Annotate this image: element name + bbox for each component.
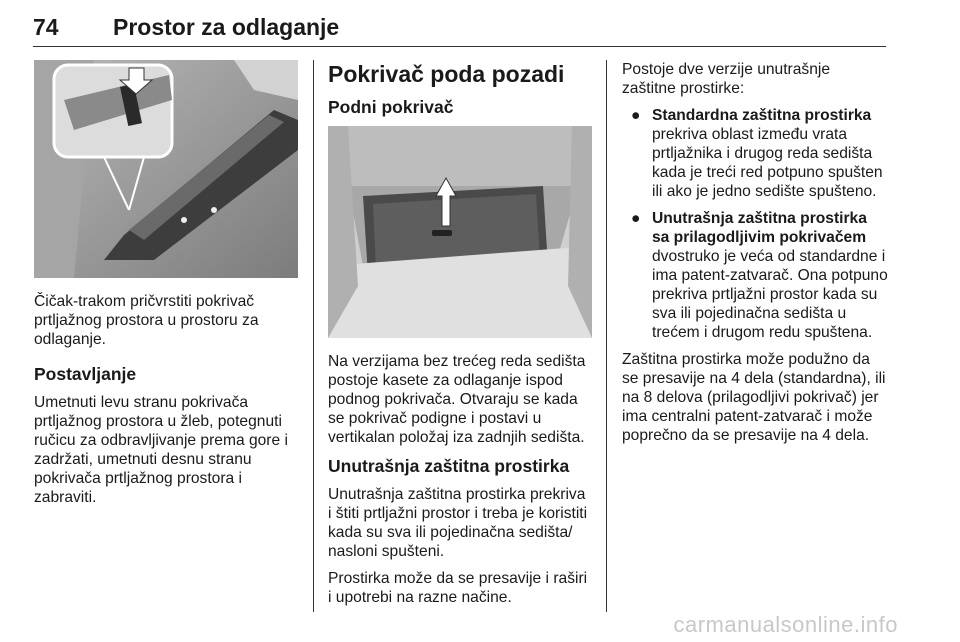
- column-divider: [313, 60, 314, 612]
- section-heading: Pokrivač poda pozadi: [328, 61, 565, 87]
- page-header: [33, 8, 886, 47]
- floor-cover-illustration: [328, 126, 592, 338]
- list-item-title: Unutrašnja zaštitna prostirka sa prilagodljivim pokrivačem: [652, 210, 867, 246]
- page-number: 74: [33, 14, 59, 40]
- column-divider: [606, 60, 607, 612]
- bullet-icon: ●: [631, 107, 641, 124]
- paragraph: Umetnuti levu stranu pokrivača prtljažnog prostora u žleb, potegnuti ručicu za odbravljivanje prema gore i zadržati, umetnuti desnu stranu pokrivača prtljažnog prostora i zabraviti.: [34, 394, 288, 506]
- subheading: Unutrašnja zaštitna prostirka: [328, 456, 570, 476]
- paragraph: Na verzijama bez trećeg reda sedišta postoje kasete za odlaganje ispod podnog pokrivača. Otvaraju se kada se pokrivač podigne i postavi u vertikalan položaj iza zadnjih sedišta.: [328, 353, 586, 446]
- list-item-text: dvostruko je veća od standardne i ima patent-zatvarač. Ona potpuno prekriva prtljažni prostor kada su sva ili pojedinačna sedišta u trećem i drugom redu spuštena.: [652, 248, 888, 341]
- column-left: [34, 60, 300, 515]
- list-item-text: prekriva oblast između vrata prtljažnika i drugog reda sedišta kada je treći red potpuno spušten ili ako je jedno sedište spušteno.: [652, 126, 883, 200]
- paragraph: Zaštitna prostirka može podužno da se presavije na 4 dela (standardna), ili na 8 delova (prilagodljivi pokrivač) jer ima centralni patent-zatvarač i može poprečno da se presavije na 4 dela.: [622, 351, 886, 444]
- paragraph: Prostirka može da se presavije i raširi i upotrebi na razne načine.: [328, 570, 588, 606]
- list-item: [622, 106, 888, 201]
- watermark: carmanualsonline.info: [673, 612, 898, 637]
- bullet-list: [622, 106, 888, 342]
- intro-paragraph: Postoje dve verzije unutrašnje zaštitne prostirke:: [622, 61, 831, 97]
- section-heading: Postavljanje: [34, 364, 137, 384]
- section-title: Prostor za odlaganje: [113, 14, 340, 40]
- list-item-title: Standardna zaštitna prostirka: [652, 107, 872, 124]
- paragraph: Unutrašnja zaštitna prostirka prekriva i štiti prtljažni prostor i treba je koristiti kada su sva ili pojedinačna sedišta/ nasloni spušteni.: [328, 486, 588, 560]
- subheading: Podni pokrivač: [328, 97, 454, 117]
- column-right: [622, 60, 888, 453]
- column-middle: [328, 60, 592, 615]
- cargo-cover-storage-illustration: [34, 60, 298, 278]
- figure-caption: Čičak-trakom pričvrstiti pokrivač prtljažnog prostora u prostoru za odlaganje.: [34, 293, 259, 348]
- list-item: [622, 209, 888, 342]
- bullet-icon: ●: [631, 210, 641, 227]
